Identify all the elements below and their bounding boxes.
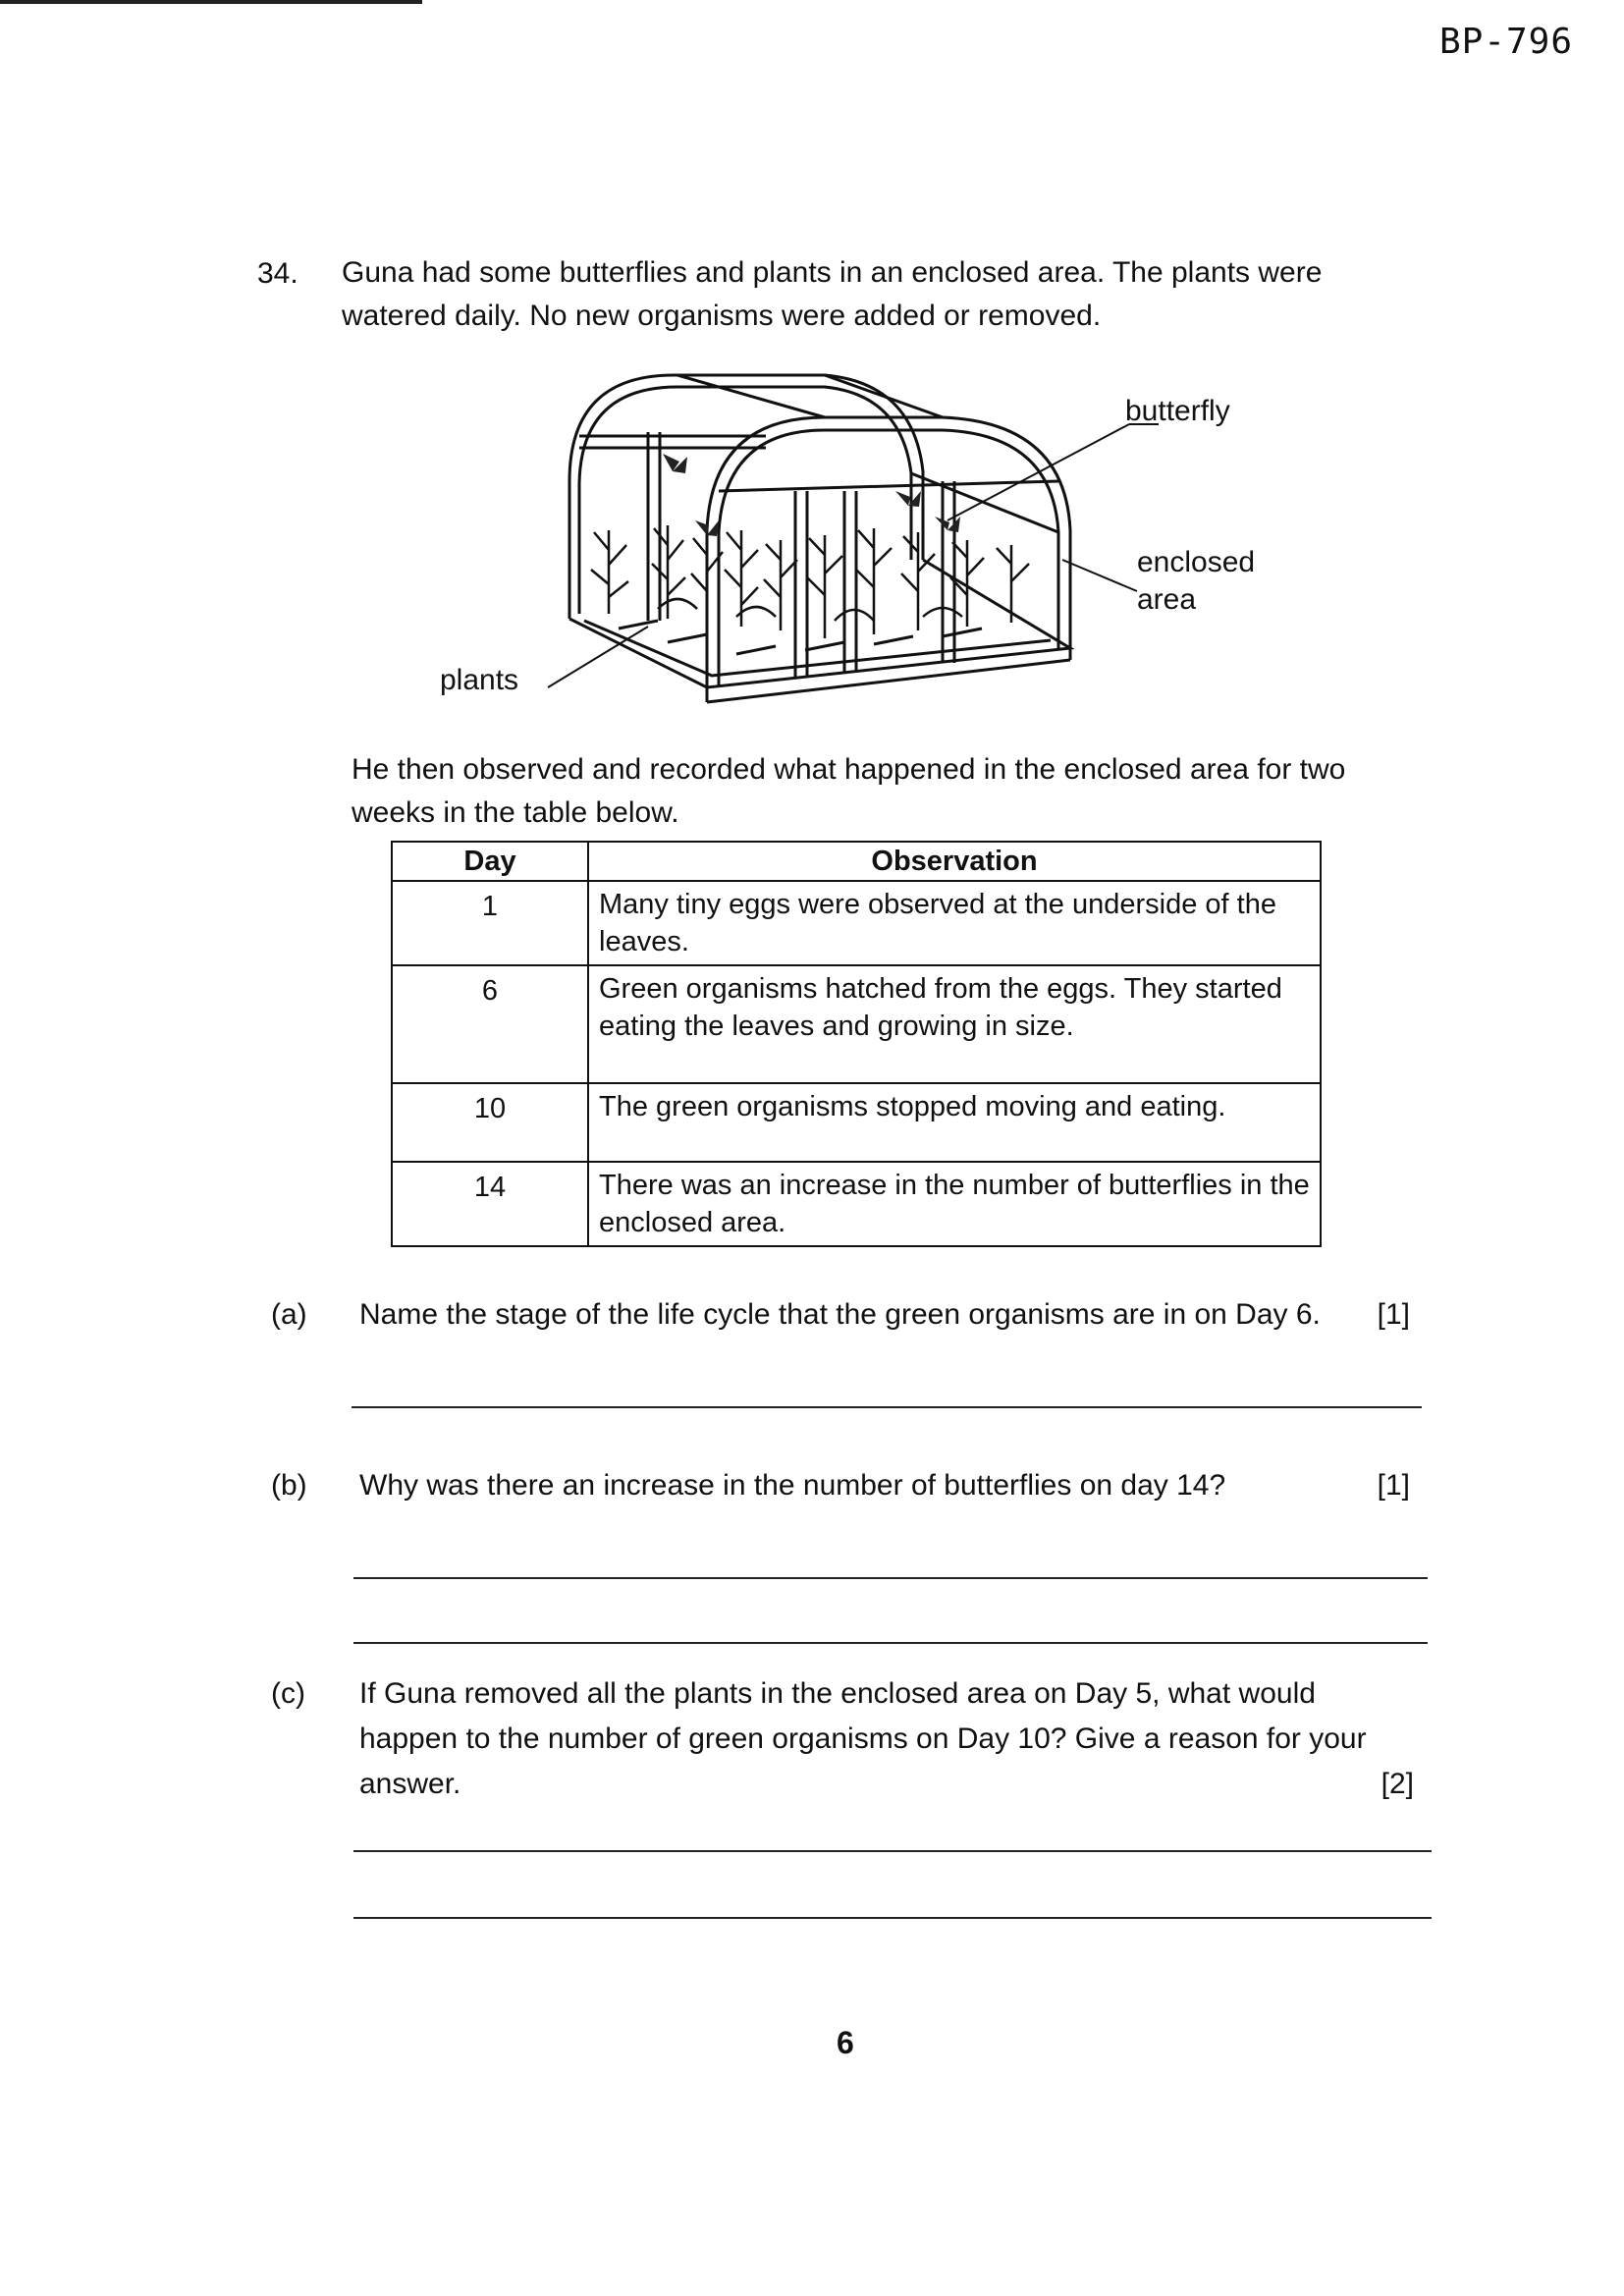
part-b-marks: [1] bbox=[1377, 1469, 1410, 1502]
answer-line-a[interactable] bbox=[352, 1406, 1422, 1408]
answer-line-b2[interactable] bbox=[353, 1642, 1428, 1644]
question-number: 34. bbox=[257, 257, 298, 290]
day-cell: 1 bbox=[392, 881, 588, 965]
table-row bbox=[392, 881, 1321, 965]
header-observation: Observation bbox=[588, 842, 1321, 881]
day-cell: 14 bbox=[392, 1162, 588, 1246]
page-number: 6 bbox=[837, 2025, 854, 2060]
day-cell: 6 bbox=[392, 965, 588, 1083]
observation-cell: Green organisms hatched from the eggs. They started eating the leaves and growing in size. bbox=[588, 965, 1321, 1083]
answer-line-c2[interactable] bbox=[353, 1917, 1432, 1919]
part-c-letter: (c) bbox=[271, 1677, 305, 1710]
observation-cell: There was an increase in the number of butterflies in the enclosed area. bbox=[588, 1162, 1321, 1246]
part-c bbox=[271, 1671, 1414, 1819]
paper-code: BP-796 bbox=[1438, 22, 1573, 62]
part-b bbox=[271, 1463, 1410, 1512]
table-row bbox=[392, 965, 1321, 1083]
top-rule bbox=[0, 0, 422, 4]
enclosed-label-line1: enclosed bbox=[1137, 546, 1256, 578]
part-c-marks: [2] bbox=[1380, 1768, 1414, 1800]
plants-pointer bbox=[548, 627, 648, 687]
observation-table bbox=[391, 841, 1322, 1247]
answer-line-c1[interactable] bbox=[353, 1850, 1432, 1852]
table-row bbox=[392, 1162, 1321, 1246]
part-a-letter: (a) bbox=[271, 1298, 307, 1331]
part-b-letter: (b) bbox=[271, 1469, 307, 1502]
part-a-question: Name the stage of the life cycle that the green organisms are in on Day 6. bbox=[359, 1298, 1321, 1331]
part-b-question: Why was there an increase in the number of butterflies on day 14? bbox=[359, 1469, 1226, 1502]
enclosed-label-line2: area bbox=[1137, 583, 1197, 616]
butterfly-pointer bbox=[947, 424, 1129, 520]
observation-cell: Many tiny eggs were observed at the underside of the leaves. bbox=[588, 881, 1321, 965]
part-c-question: If Guna removed all the plants in the enclosed area on Day 5, what would happen to the number of green organisms on Day 10? Give a reason for your answer. bbox=[359, 1677, 1367, 1800]
butterfly-label: butterfly bbox=[1125, 395, 1230, 427]
part-a-marks: [1] bbox=[1377, 1298, 1410, 1331]
table-row bbox=[392, 1083, 1321, 1162]
plants-label: plants bbox=[440, 664, 519, 696]
observation-cell: The green organisms stopped moving and eating. bbox=[588, 1083, 1321, 1162]
enclosed-pointer bbox=[1062, 560, 1137, 591]
day-cell: 10 bbox=[392, 1083, 588, 1162]
intro-text: He then observed and recorded what happened in the enclosed area for two weeks in the table below. bbox=[352, 753, 1346, 829]
part-a bbox=[271, 1292, 1410, 1341]
answer-line-b1[interactable] bbox=[353, 1577, 1428, 1579]
question-stem: Guna had some butterflies and plants in an enclosed area. The plants were watered daily. No new organisms were added or removed. bbox=[342, 256, 1323, 332]
table-header-row bbox=[392, 842, 1321, 881]
header-day: Day bbox=[392, 842, 588, 881]
